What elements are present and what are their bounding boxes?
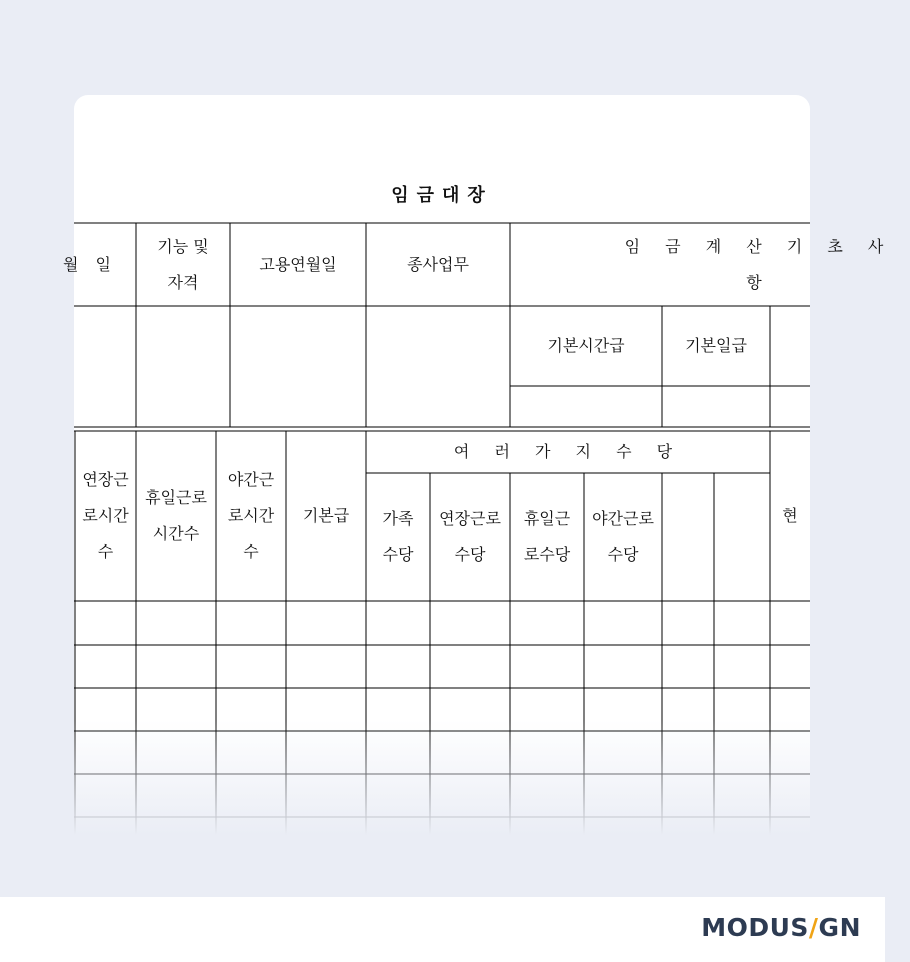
logo-slash: /: [808, 913, 819, 942]
logo-text-right: GN: [818, 913, 861, 942]
header-various-allowances: 여 러 가 지 수 당: [453, 442, 683, 461]
header-job-duty: 종사업무: [407, 254, 469, 274]
header-birth-date-partial: 월 일: [63, 254, 117, 274]
footer-bar: [0, 897, 885, 962]
document-card: [63, 95, 894, 835]
header-holiday-work-hours: 휴일근로 시간수: [145, 488, 207, 543]
header-night-work-hours: 야간근 로시간 수: [227, 470, 275, 561]
header-hire-date: 고용연월일: [259, 254, 337, 274]
header-base-pay: 기본급: [302, 506, 350, 525]
header-holiday-work-allowance: 휴일근 로수당: [523, 509, 571, 564]
header-base-daily-wage: 기본일급: [685, 336, 747, 355]
header-family-allowance: 가족 수당: [382, 509, 414, 564]
logo-text-left: MODUS: [701, 913, 809, 942]
brand-logo: [701, 913, 861, 942]
document-title: 임금대장: [391, 185, 493, 206]
header-base-hourly-wage: 기본시간급: [547, 336, 625, 355]
header-cash-partial: 현: [782, 506, 798, 525]
header-wage-basis: 임 금 계 산 기 초 사 항: [624, 236, 894, 292]
header-night-work-allowance: 야간근로 수당: [592, 509, 654, 564]
header-overtime-allowance: 연장근로 수당: [439, 509, 501, 564]
header-overtime-hours: 연장근 로시간 수: [82, 470, 129, 561]
header-skill-qualification: 기능 및 자격: [157, 236, 209, 292]
